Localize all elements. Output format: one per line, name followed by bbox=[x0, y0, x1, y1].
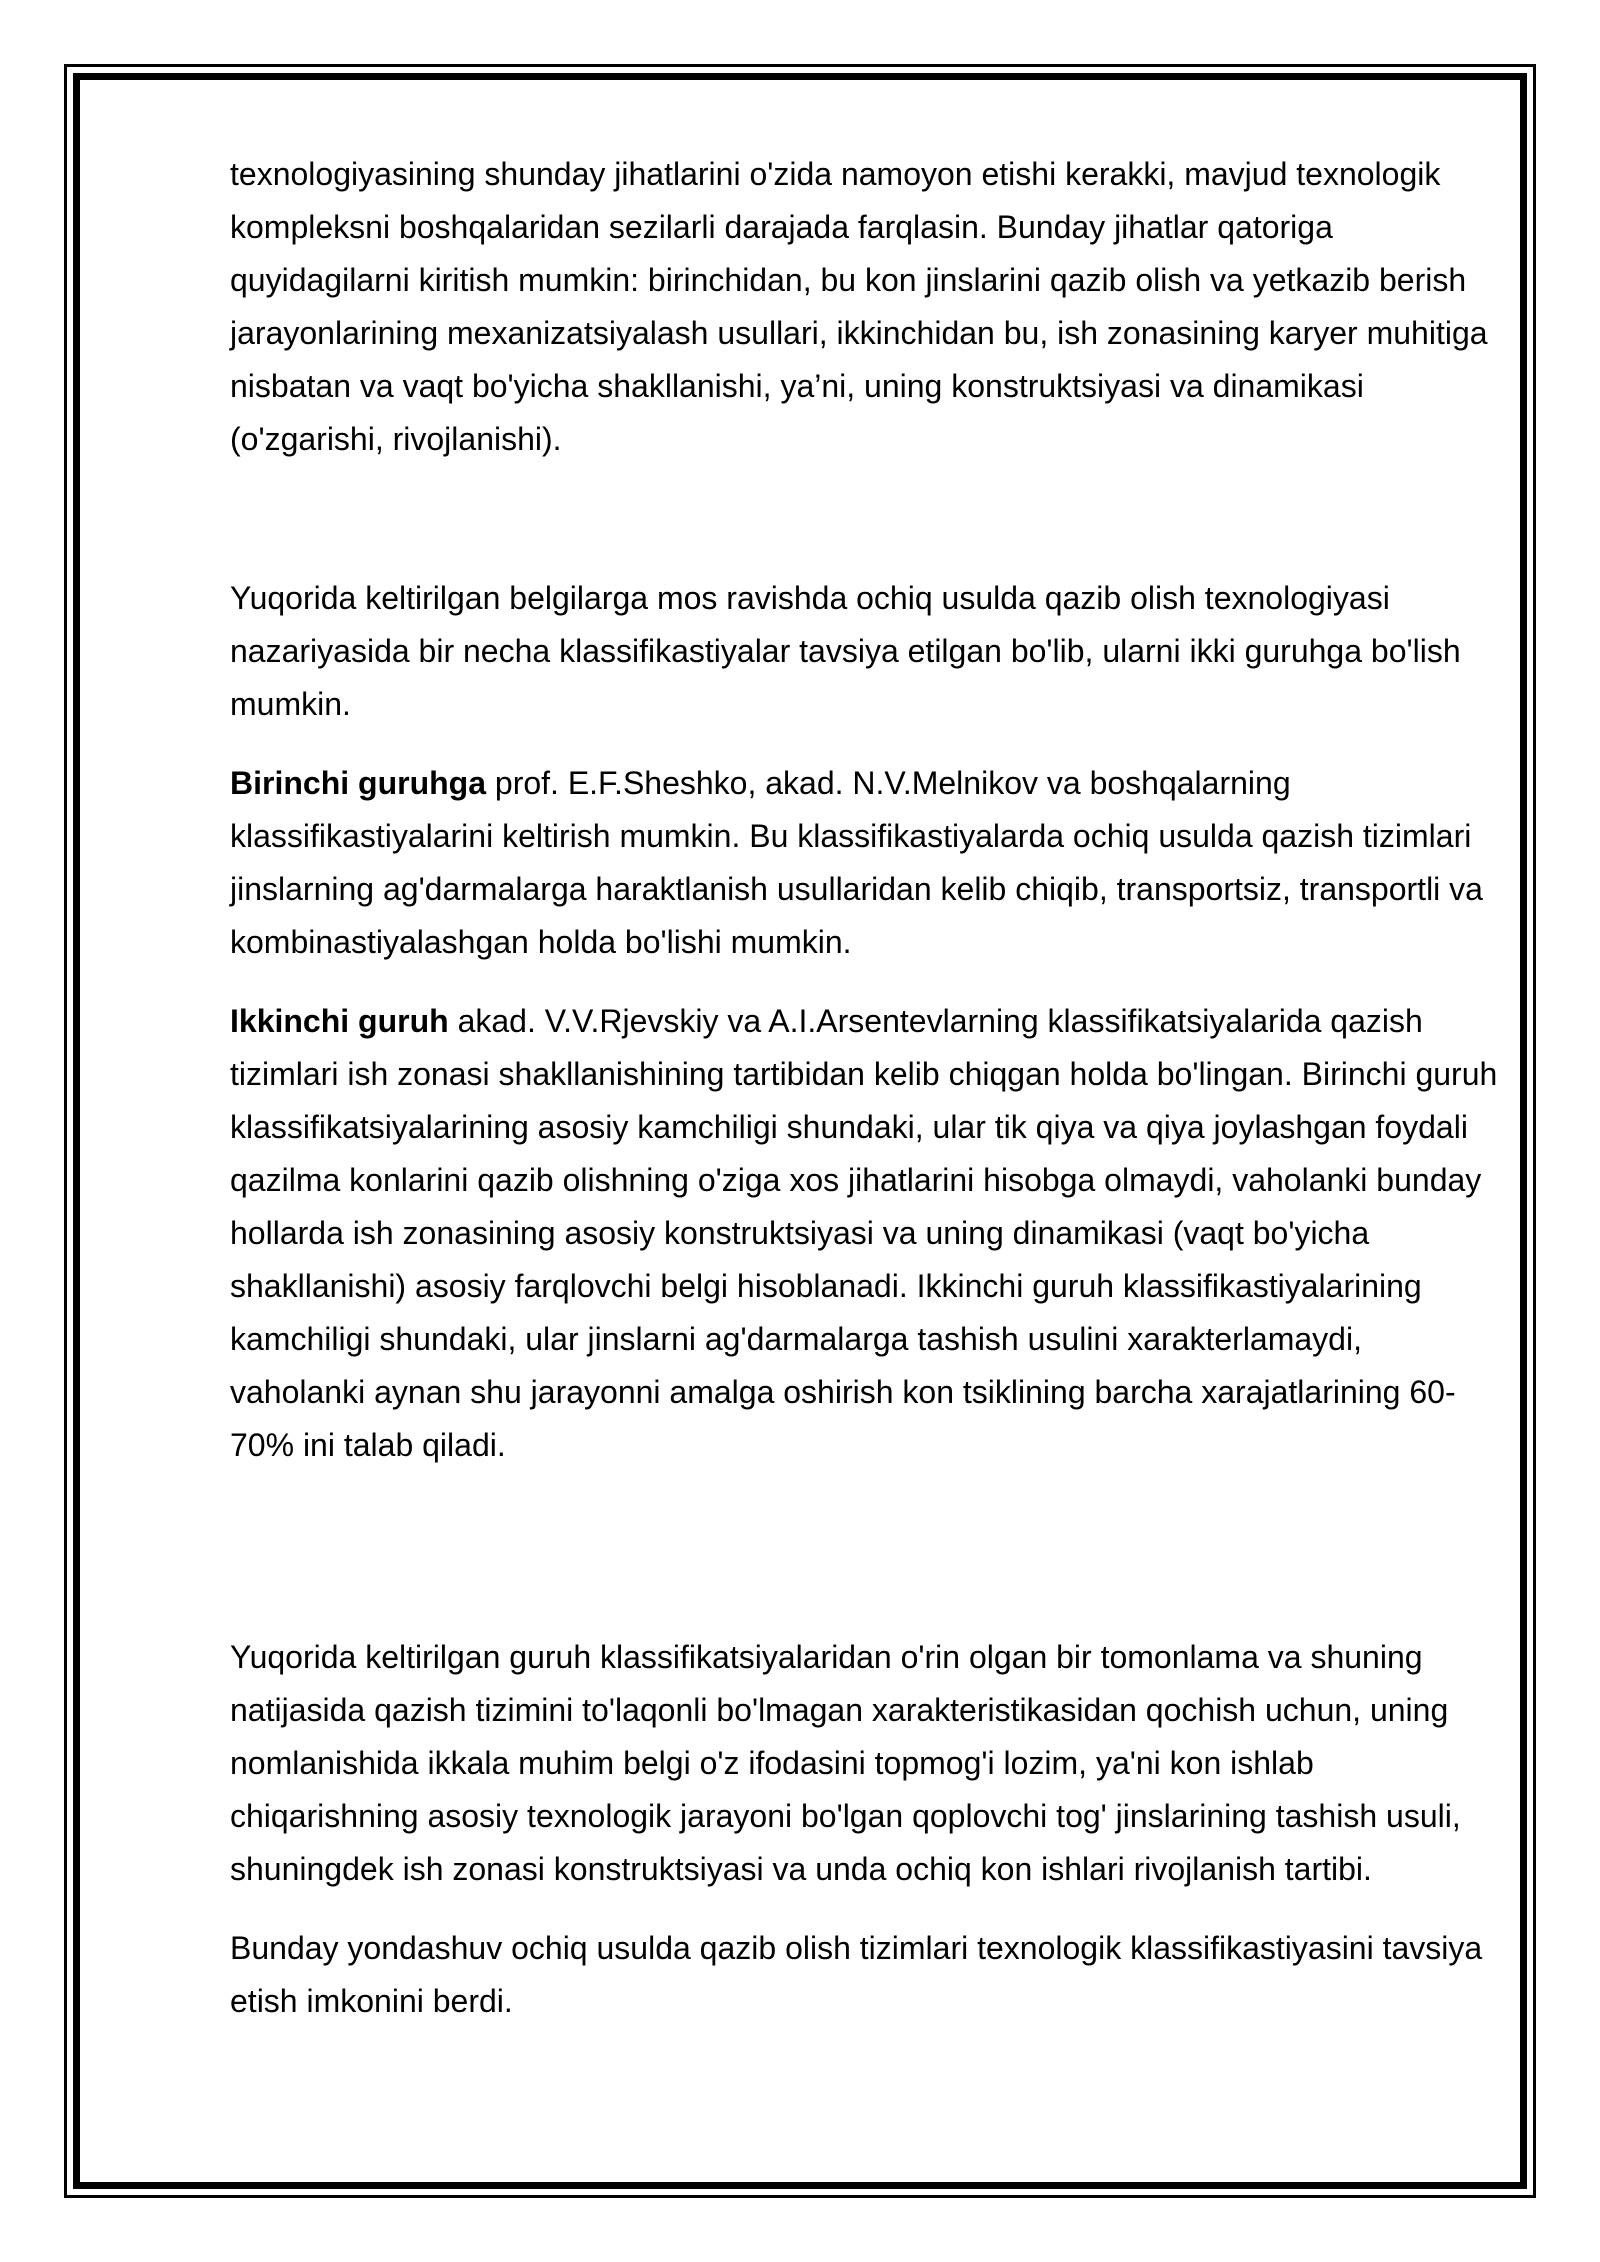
document-body bbox=[230, 148, 1500, 2028]
paragraph-6 bbox=[230, 1922, 1500, 2028]
paragraph-1-text: texnologiyasining shunday jihatlarini o'zida namoyon etishi kerakki, mavjud texnologik kompleksni boshqalaridan sezilarli darajada farqlasin. Bunday jihatlar qatoriga quyidagilarni kiritish mumkin: birinchidan, bu kon jinslarini qazib olish va yetkazib berish jarayonlarining mexanizatsiyalash usullari, ikkinchidan bu, ish zonasining karyer muhitiga nisbatan va vaqt bo'yicha shakllanishi, ya’ni, uning konstruktsiyasi va dinamikasi (o'zgarishi, rivojlanishi). bbox=[230, 156, 1488, 457]
paragraph-1 bbox=[230, 148, 1500, 466]
paragraph-2-text: Yuqorida keltirilgan belgilarga mos ravishda ochiq usulda qazib olish texnologiyasi nazariyasida bir necha klassifikastiyalar tavsiya etilgan bo'lib, ularni ikki guruhga bo'lish mumkin. bbox=[230, 580, 1461, 722]
paragraph-4 bbox=[230, 995, 1500, 1472]
paragraph-6-text: Bunday yondashuv ochiq usulda qazib olish tizimlari texnologik klassifikastiyasini tavsiya etish imkonini berdi. bbox=[230, 1930, 1483, 2019]
paragraph-4-text: akad. V.V.Rjevskiy va A.I.Arsentevlarning klassifikatsiyalarida qazish tizimlari ish zonasi shakllanishining tartibidan kelib chiqgan holda bo'lingan. Birinchi guruh klassifikatsiyalarining asosiy kamchiligi shundaki, ular tik qiya va qiya joylashgan foydali qazilma konlarini qazib olishning o'ziga xos jihatlarini hisobga olmaydi, vaholanki bunday hollarda ish zonasining asosiy konstruktsiyasi va uning dinamikasi (vaqt bo'yicha shakllanishi) asosiy farqlovchi belgi hisoblanadi. Ikkinchi guruh klassifikastiyalarining kamchiligi shundaki, ular jinslarni ag'darmalarga tashish usulini xarakterlamaydi, vaholanki aynan shu jarayonni amalga oshirish kon tsiklining barcha xarajatlarining 60-70% ini talab qiladi. bbox=[230, 1003, 1498, 1463]
paragraph-3-lead: Birinchi guruhga bbox=[230, 765, 486, 801]
paragraph-2 bbox=[230, 572, 1500, 731]
paragraph-4-lead: Ikkinchi guruh bbox=[230, 1003, 449, 1039]
paragraph-5-text: Yuqorida keltirilgan guruh klassifikatsiyalaridan o'rin olgan bir tomonlama va shuning natijasida qazish tizimini to'laqonli bo'lmagan xarakteristikasidan qochish uchun, uning nomlanishida ikkala muhim belgi o'z ifodasini topmog'i lozim, ya'ni kon ishlab chiqarishning asosiy texnologik jarayoni bo'lgan qoplovchi tog' jinslarining tashish usuli, shuningdek ish zonasi konstruktsiyasi va unda ochiq kon ishlari rivojlanish tartibi. bbox=[230, 1639, 1461, 1887]
paragraph-3 bbox=[230, 757, 1500, 969]
paragraph-3-text: prof. E.F.Sheshko, akad. N.V.Melnikov va boshqalarning klassifikastiyalarini keltirish mumkin. Bu klassifikastiyalarda ochiq usulda qazish tizimlari jinslarning ag'darmalarga haraktlanish usullaridan kelib chiqib, transportsiz, transportli va kombinastiyalashgan holda bo'lishi mumkin. bbox=[230, 765, 1483, 960]
paragraph-5 bbox=[230, 1631, 1500, 1896]
